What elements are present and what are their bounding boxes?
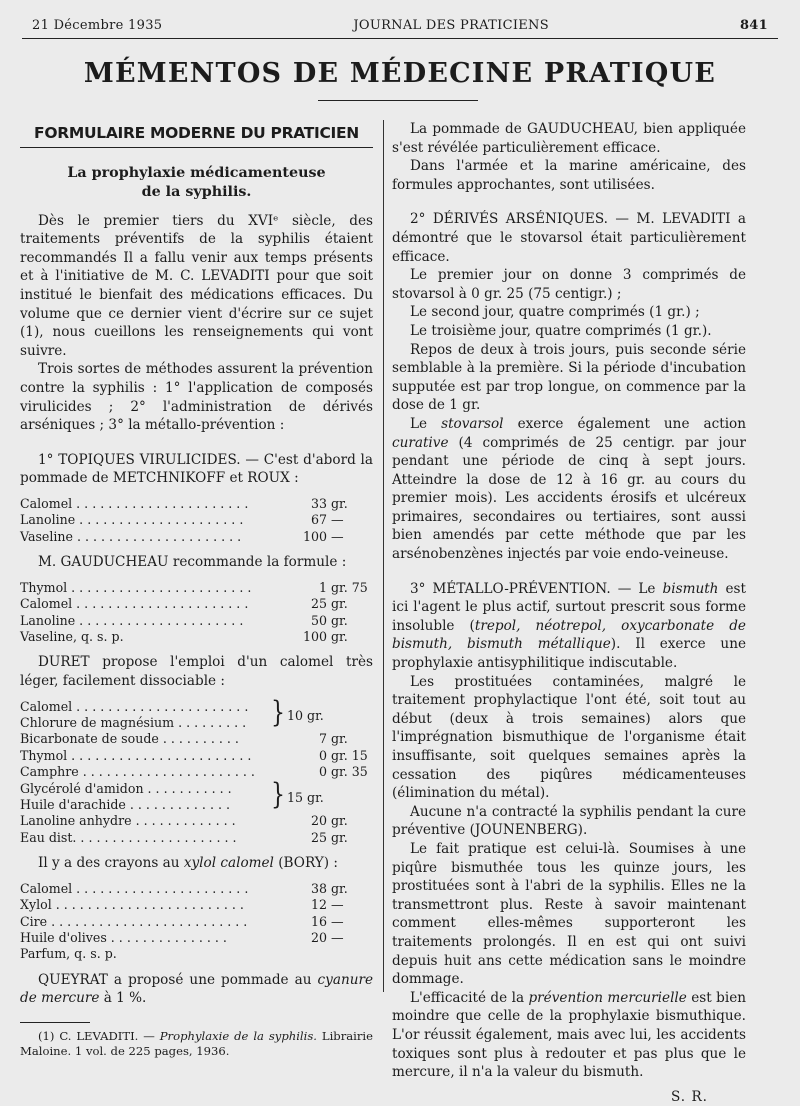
paragraph-prostitutes: Les prostituées contaminées, malgré le traitement prophylactique l'ont été, soit tout au début (deux à trois semaines) alors que l'imprégnation bismuthique de l'organisme était insuffisante, soit quelques semaines après la cessation des piqûres médicamenteuses (élimination du métal). (392, 673, 746, 802)
ingredient-quantity: 16 (310, 913, 327, 929)
brace-glyph: } (271, 696, 285, 730)
ingredient-name: Calomel . . . . . . . . . . . . . . . . . . . . . . (20, 495, 249, 511)
methods-paragraph: Trois sortes de méthodes assurent la prévention contre la syphilis : 1° l'application de composés virulicides ; 2° l'administration de dérivés arséniques ; 3° la métallo-prévention : (20, 361, 373, 434)
right-column (392, 120, 746, 1106)
ingredient-unit: — (331, 913, 344, 929)
formula-row (20, 781, 373, 797)
arsenic-text: — M. LEVADITI a démontré que le stovarsol était particulièrement efficace. (392, 211, 746, 265)
paragraph-gauducheau-efficacy: La pommade de GAUDUCHEAU, bien appliquée s'est révélée particulièrement efficace. (392, 121, 746, 156)
article-title-line-2: de la syphilis. (141, 183, 252, 200)
paragraph-rest: Repos de deux à trois jours, puis seconde série semblable à la première. Si la période d'incubation supputée est par trop longue, on commence par la dose de 1 gr. (392, 341, 746, 414)
queyrat-italic: cyanure de mercure (20, 971, 373, 1007)
ingredient-name: Lanoline . . . . . . . . . . . . . . . . . . . . . (20, 612, 244, 628)
gauducheau-paragraph: M. GAUDUCHEAU recommande la formule : (38, 554, 347, 571)
ingredient-quantity: 0 (318, 747, 327, 763)
section-heading: FORMULAIRE MODERNE DU PRATICIEN (34, 124, 359, 142)
paragraph-day-three: Le troisième jour, quatre comprimés (1 gr.). (410, 322, 712, 339)
crayons-paragraph (20, 854, 373, 873)
metal-heading: 3° MÉTALLO-PRÉVENTION. (410, 580, 611, 597)
crayons-italic: xylol calomel (183, 855, 274, 872)
ingredient-unit: — (331, 512, 344, 528)
paragraph-army: Dans l'armée et la marine américaine, des formules approchantes, sont utilisées. (392, 158, 746, 193)
ingredient-name: Calomel . . . . . . . . . . . . . . . . . . . . . . (20, 880, 249, 896)
ingredient-unit: gr. (331, 596, 348, 612)
queyrat-text: QUEYRAT a proposé une pommade au (38, 971, 312, 988)
formula-row (20, 764, 373, 780)
ingredient-name: Vaseline, q. s. p. (20, 628, 124, 644)
grouped-quantity (269, 696, 373, 732)
formula-row (20, 881, 373, 897)
metal-italic-2: trepol, néotrepol, oxycarbonate de bismuth, bismuth métallique (392, 617, 746, 653)
ingredient-unit: gr. (331, 612, 348, 628)
ingredient-name: Calomel . . . . . . . . . . . . . . . . . . . . . . (20, 698, 249, 714)
intro-paragraph: Dès le premier tiers du XVIᵉ siècle, des traitements préventifs de la syphilis étaient recommandés Il a fallu venir aux temps présents et à l'initiative de M. C. LEVADITI pour que soit institué le bienfait des médications efficaces. Du volume que ce dernier vient d'écrire sur ce sujet (1), nous cueillons les renseignements qui vont suivre. (20, 212, 373, 359)
paragraph-efficacy (392, 989, 746, 1082)
curative-a: Le (410, 415, 428, 432)
efficacy-italic: prévention mercurielle (528, 989, 687, 1006)
ingredient-quantity: 38 (310, 880, 327, 896)
ingredient-name: Chlorure de magnésium . . . . . . . . . (20, 714, 247, 730)
formula-bory (20, 881, 373, 963)
title-rule (318, 100, 478, 101)
ingredient-unit (331, 946, 373, 962)
formula-row (20, 830, 373, 846)
topiques-paragraph (20, 451, 373, 488)
ingredient-quantity: 33 (310, 495, 327, 511)
header-page-number: 841 (739, 18, 768, 33)
formula-row (20, 748, 373, 764)
footnote-title: Prophylaxie de la syphilis. (159, 1029, 317, 1043)
grouped-quantity-value: 15 gr. (287, 789, 324, 805)
footnote-ref: (1) C. LEVADITI. — (38, 1029, 155, 1043)
ingredient-quantity: 50 (310, 612, 327, 628)
formula-row (20, 897, 373, 913)
header-date: 21 Décembre 1935 (32, 18, 163, 33)
curative-c: (4 comprimés de 25 centigr. par jour pendant une période de cinq à sept jours. Atteindre la dose de 12 à 16 gr. au cours du premier mois). Les accidents érosifs et ulcéreux primaires, secondaires ou tertiaires, sont aussi bien amendés par cette méthode que par les arsénobenzènes injectés par voie endo-veineuse. (392, 434, 747, 563)
footnote-rule (20, 1022, 90, 1023)
formula-row (20, 496, 373, 512)
topiques-heading: TOPIQUES VIRULICIDES. (58, 451, 241, 468)
page-title: MÉMENTOS DE MÉDECINE PRATIQUE (83, 58, 717, 89)
grouped-quantity (269, 778, 373, 814)
ingredient-name: Bicarbonate de soude . . . . . . . . . . (20, 731, 239, 747)
ingredient-name: Thymol . . . . . . . . . . . . . . . . . . . . . . . (20, 579, 252, 595)
metal-c: ). Il exerce une prophylaxie antisyphilitique indiscutable. (392, 636, 746, 672)
curative-b: exerce également une action (517, 415, 746, 432)
ingredient-name: Calomel . . . . . . . . . . . . . . . . . . . . . . (20, 596, 249, 612)
formula-row (20, 613, 373, 629)
ingredient-unit: gr. (331, 880, 348, 896)
ingredient-unit: — (331, 930, 344, 945)
ingredient-quantity: 20 (310, 930, 327, 945)
formula-duret (20, 696, 373, 847)
ingredient-unit: gr. 15 (331, 747, 368, 763)
ingredient-unit: gr. (331, 829, 348, 845)
formula-row (20, 731, 373, 747)
curative-italic-2: curative (392, 434, 449, 451)
topiques-number: 1° (38, 451, 54, 468)
ingredient-unit: gr. (331, 813, 348, 829)
queyrat-paragraph (20, 971, 373, 1008)
article-title-line-1: La prophylaxie médicamenteuse (67, 164, 326, 181)
footnote (20, 1029, 373, 1059)
formula-row (20, 596, 373, 612)
crayons-author: (BORY) : (278, 855, 338, 872)
formula-row (20, 699, 373, 715)
ingredient-name: Cire . . . . . . . . . . . . . . . . . . . . . . . . . (20, 913, 248, 929)
running-header (32, 18, 768, 38)
ingredient-unit: — (331, 528, 344, 544)
ingredient-quantity: 7 (318, 731, 327, 747)
grouped-quantity-value: 10 gr. (287, 707, 324, 723)
metal-paragraph (392, 580, 746, 673)
ingredient-quantity: 25 (310, 829, 327, 845)
formula-row (20, 629, 373, 645)
formula-row (20, 813, 373, 829)
formula-row (20, 946, 373, 962)
metal-italic: bismuth (662, 580, 719, 597)
section-rule (20, 147, 373, 148)
ingredient-unit: gr. (331, 628, 348, 644)
arsenic-heading: 2° DÉRIVÉS ARSÉNIQUES. (410, 211, 608, 228)
ingredient-name: Lanoline anhydre . . . . . . . . . . . . . (20, 813, 236, 829)
article-title (20, 164, 373, 202)
ingredient-quantity: 12 (310, 897, 327, 913)
paragraph-practical: Le fait pratique est celui-là. Soumises à une piqûre bismuthée tous les quinze jours, les prostituées sont à l'abri de la syphilis. Elles ne la transmettront plus. Reste à savoir maintenant comment elles-mêmes supporteront les traitements prolongés. Il en est qui ont suivi depuis huit ans cette médication sans le moindre dommage. (392, 840, 746, 988)
queyrat-end: à 1 %. (103, 990, 147, 1007)
formula-row (20, 529, 373, 545)
formula-gauducheau (20, 580, 373, 646)
efficacy-a: L'efficacité de la (410, 989, 525, 1006)
formula-row (20, 512, 373, 528)
ingredient-unit: gr. 75 (331, 579, 368, 595)
ingredient-name: Thymol . . . . . . . . . . . . . . . . . . . . . . . (20, 747, 252, 763)
crayons-text: Il y a des crayons au (38, 855, 180, 872)
ingredient-name: Parfum, q. s. p. (20, 946, 117, 962)
signature: S. R. (670, 1088, 708, 1105)
formula-row (20, 914, 373, 930)
formula-metchnikoff (20, 496, 373, 545)
header-rule (22, 38, 778, 39)
ingredient-name: Lanoline . . . . . . . . . . . . . . . . . . . . . (20, 512, 244, 528)
ingredient-quantity: 100 (302, 528, 327, 544)
formula-row (20, 930, 373, 946)
metal-a: — Le (617, 580, 656, 597)
ingredient-quantity: 20 (310, 813, 327, 829)
ingredient-name: Xylol . . . . . . . . . . . . . . . . . . . . . . . . (20, 897, 244, 913)
paragraph-curative (392, 415, 746, 564)
ingredient-quantity: 100 (302, 628, 327, 644)
paragraph-day-two: Le second jour, quatre comprimés (1 gr.) ; (410, 304, 700, 321)
ingredient-quantity: 67 (310, 512, 327, 528)
ingredient-name: Eau dist. . . . . . . . . . . . . . . . . . . . . (20, 829, 237, 845)
ingredient-unit: gr. 35 (331, 764, 368, 780)
paragraph-jounenberg: Aucune n'a contracté la syphilis pendant la cure préventive (JOUNENBERG). (392, 803, 746, 839)
footnote-publisher: Librairie Maloine. 1 vol. de 225 pages, 1936. (20, 1029, 373, 1058)
ingredient-name: Huile d'olives . . . . . . . . . . . . . . . (20, 930, 227, 945)
curative-italic: stovarsol (441, 415, 504, 432)
ingredient-unit: gr. (331, 731, 348, 747)
ingredient-quantity: 1 (318, 579, 327, 595)
ingredient-name: Vaseline . . . . . . . . . . . . . . . . . . . . . (20, 528, 242, 544)
efficacy-b: est bien moindre que celle de la prophylaxie bismuthique. L'or réussit également, mais avec lui, les accidents toxiques sont plus à redouter et pas plus que le mercure, il n'a la valeur du bismuth. (392, 989, 747, 1081)
ingredient-quantity: 25 (310, 596, 327, 612)
arsenic-paragraph (392, 210, 746, 266)
ingredient-name: Huile d'arachide . . . . . . . . . . . . . (20, 796, 230, 812)
left-column (20, 124, 373, 1059)
ingredient-quantity (269, 946, 331, 962)
paragraph-day-one: Le premier jour on donne 3 comprimés de stovarsol à 0 gr. 25 (75 centigr.) ; (392, 267, 746, 302)
topiques-text: — C'est d'abord la pommade de METCHNIKOFF et ROUX : (20, 451, 373, 487)
brace-glyph: } (271, 778, 285, 812)
ingredient-name: Camphre . . . . . . . . . . . . . . . . . . . . . . (20, 764, 255, 780)
header-journal: JOURNAL DES PRATICIENS (353, 18, 549, 33)
ingredient-quantity: 0 (318, 764, 327, 780)
ingredient-name: Glycérolé d'amidon . . . . . . . . . . . (20, 780, 232, 796)
duret-paragraph: DURET propose l'emploi d'un calomel très léger, facilement dissociable : (20, 654, 373, 689)
metal-b: est ici l'agent le plus actif, surtout prescrit sous forme insoluble ( (392, 580, 746, 634)
column-divider (383, 120, 384, 992)
ingredient-unit: gr. (331, 495, 348, 511)
formula-row (20, 580, 373, 596)
ingredient-unit: — (331, 897, 344, 913)
